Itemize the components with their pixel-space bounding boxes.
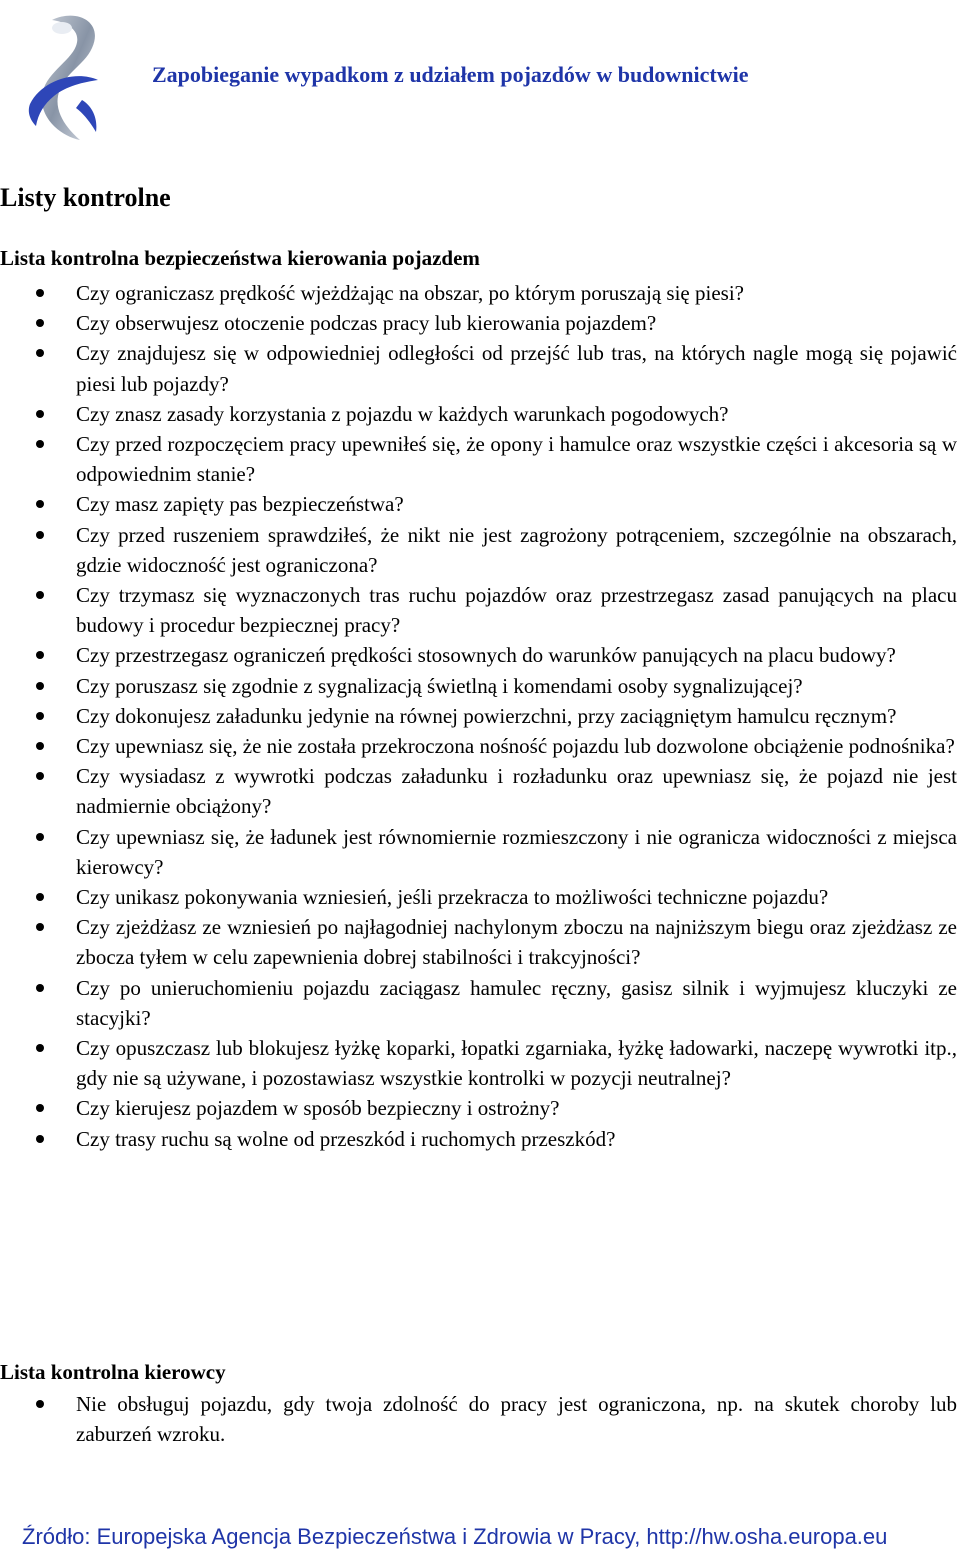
list-item: Czy opuszczasz lub blokujesz łyżkę koparki, łopatki zgarniaka, łyżkę ładowarki, naczepę wywrotki itp., gdy nie są używane, i pozostawiasz wszystkie kontrolki w pozycji neutralnej?	[0, 1033, 957, 1093]
list-item: Czy upewniasz się, że nie została przekroczona nośność pojazdu lub dozwolone obciążenie podnośnika?	[0, 731, 957, 761]
checklist-driver	[0, 1389, 957, 1449]
list-item: Czy przed rozpoczęciem pracy upewniłeś się, że opony i hamulce oraz wszystkie części i akcesoria są w odpowiednim stanie?	[0, 429, 957, 489]
list-item: Czy poruszasz się zgodnie z sygnalizacją świetlną i komendami osoby sygnalizującej?	[0, 671, 957, 701]
header-title: Zapobieganie wypadkom z udziałem pojazdów w budownictwie	[152, 62, 749, 87]
list-item: Czy ograniczasz prędkość wjeżdżając na obszar, po którym poruszają się piesi?	[0, 278, 957, 308]
list-item: Czy po unieruchomieniu pojazdu zaciągasz hamulec ręczny, gasisz silnik i wyjmujesz kluczyki ze stacyjki?	[0, 973, 957, 1033]
list-item: Czy masz zapięty pas bezpieczeństwa?	[0, 489, 957, 519]
list-item: Nie obsługuj pojazdu, gdy twoja zdolność do pracy jest ograniczona, np. na skutek choroby lub zaburzeń wzroku.	[0, 1389, 957, 1449]
list-item: Czy wysiadasz z wywrotki podczas załadunku i rozładunku oraz upewniasz się, że pojazd nie jest nadmiernie obciążony?	[0, 761, 957, 821]
list-item: Czy dokonujesz załadunku jedynie na równej powierzchni, przy zaciągniętym hamulcu ręcznym?	[0, 701, 957, 731]
osha-logo-icon	[22, 8, 122, 148]
list-item: Czy przed ruszeniem sprawdziłeś, że nikt nie jest zagrożony potrąceniem, szczególnie na obszarach, gdzie widoczność jest ograniczona?	[0, 520, 957, 580]
footer-source: Źródło: Europejska Agencja Bezpieczeństwa i Zdrowia w Pracy, http://hw.osha.europa.eu	[22, 1524, 888, 1549]
list-item: Czy kierujesz pojazdem w sposób bezpieczny i ostrożny?	[0, 1093, 957, 1123]
list-item: Czy trasy ruchu są wolne od przeszkód i ruchomych przeszkód?	[0, 1124, 957, 1154]
section-title-driver: Lista kontrolna kierowcy	[0, 1360, 226, 1384]
list-item: Czy upewniasz się, że ładunek jest równomiernie rozmieszczony i nie ogranicza widoczności z miejsca kierowcy?	[0, 822, 957, 882]
page-title: Listy kontrolne	[0, 183, 171, 212]
list-item: Czy trzymasz się wyznaczonych tras ruchu pojazdów oraz przestrzegasz zasad panujących na placu budowy i procedur bezpiecznej pracy?	[0, 580, 957, 640]
section-title-vehicle-safety: Lista kontrolna bezpieczeństwa kierowania pojazdem	[0, 246, 480, 270]
list-item: Czy obserwujesz otoczenie podczas pracy lub kierowania pojazdem?	[0, 308, 957, 338]
list-item: Czy unikasz pokonywania wzniesień, jeśli przekracza to możliwości techniczne pojazdu?	[0, 882, 957, 912]
list-item: Czy zjeżdżasz ze wzniesień po najłagodniej nachylonym zboczu na najniższym biegu oraz zjeżdżasz ze zbocza tyłem w celu zapewnienia dobrej stabilności i trakcyjności?	[0, 912, 957, 972]
list-item: Czy przestrzegasz ograniczeń prędkości stosownych do warunków panujących na placu budowy?	[0, 640, 957, 670]
list-item: Czy znasz zasady korzystania z pojazdu w każdych warunkach pogodowych?	[0, 399, 957, 429]
list-item: Czy znajdujesz się w odpowiedniej odległości od przejść lub tras, na których nagle mogą się pojawić piesi lub pojazdy?	[0, 338, 957, 398]
checklist-vehicle-safety	[0, 278, 957, 1154]
